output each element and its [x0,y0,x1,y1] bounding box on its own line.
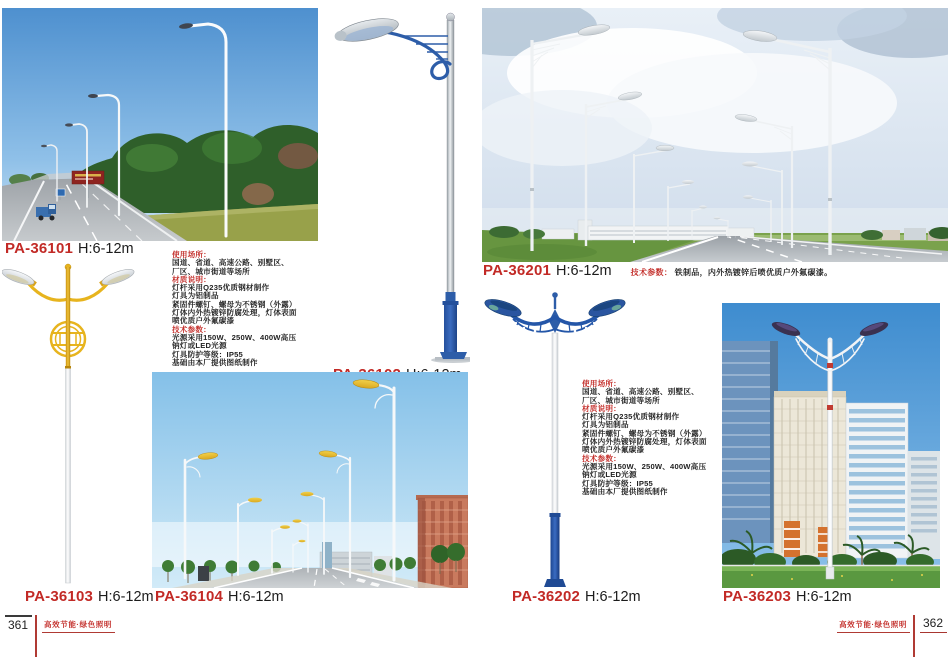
spec-usage-title: 使用场所： [172,250,211,259]
product-label-pa-36201 [483,262,832,279]
footer-divider-line [913,615,915,657]
spec-line: 光源采用150W、250W、400W高压 [582,461,707,471]
city-photo-image [722,303,940,588]
spec-line: 基础由本厂提供图纸制作 [172,357,258,367]
photo-pa-36101 [2,8,318,241]
double-arm-yellow-pole-image [2,253,150,587]
product-label-pa-36103 [25,588,154,605]
spec-line: 厂区、城市街道等场所 [582,395,660,405]
road-render-image [482,8,948,262]
spec-material-title: 材质说明： [582,403,621,413]
spec-tech-title: 技术参数： [582,453,621,463]
spec-line: 灯具防护等级：IP55 [582,478,653,488]
spec-line: 光源采用150W、250W、400W高压 [172,332,297,342]
single-arm-pole-image [328,4,470,364]
spec-line: 灯杆采用Q235优质钢材制作 [582,412,680,422]
photo-pa-36201 [482,8,948,262]
spec-line: 基础由本厂提供图纸制作 [582,486,668,496]
spec-line: 紧固件螺钉、螺母为不锈钢（外露） [172,299,297,309]
footer-left [5,615,115,657]
spec-line: 灯杆采用Q235优质钢材制作 [172,283,270,293]
product-height: H:6-12m [556,263,612,279]
product-code: PA-36201 [483,262,552,279]
product-code: PA-36104 [155,588,224,605]
footer-right [837,615,947,657]
product-code: PA-36103 [25,588,94,605]
highway-photo-image [2,8,318,241]
spec-line: 灯体内外热镀锌防腐处理，灯体表面 [582,437,707,447]
photo-pa-36104 [152,372,468,588]
spec-line: 灯具为铝制品 [172,291,219,301]
product-height: H:6-12m [78,241,134,257]
product-tech-note [631,267,833,278]
product-label-pa-36104 [155,588,284,605]
product-code: PA-36202 [512,588,581,605]
page-number-right: 362 [920,615,947,633]
product-code: PA-36203 [723,588,792,605]
spec-tech-title: 技术参数： [172,324,211,334]
spec-line: 喷优质户外氟碳漆 [582,445,645,455]
spec-line: 钠灯或LED光源 [582,470,637,480]
spec-block-left [172,251,340,367]
product-height: H:6-12m [585,589,641,605]
product-label-pa-36202 [512,588,641,605]
tech-note-label: 技术参数： [630,268,673,277]
spec-line: 灯体内外热镀锌防腐处理，灯体表面 [172,308,297,318]
spec-line: 厂区、城市街道等场所 [172,266,250,276]
spec-line: 灯具为铝制品 [582,420,629,430]
spec-line: 国道、省道、高速公路、别墅区、 [582,387,699,397]
product-code: PA-36101 [5,240,74,257]
street-photo-image [152,372,468,588]
spec-line: 国道、省道、高速公路、别墅区、 [172,258,289,268]
footer-slogan-right: 高效节能·绿色照明 [837,615,910,633]
spec-line: 喷优质户外氟碳漆 [172,316,235,326]
page-number-left: 361 [5,615,32,634]
footer-divider-line [35,615,37,657]
product-label-pa-36203 [723,588,852,605]
spec-line: 紧固件螺钉、螺母为不锈钢（外露） [582,428,707,438]
footer-slogan-left: 高效节能·绿色照明 [42,615,115,633]
spec-line: 灯具防护等级：IP55 [172,349,243,359]
spec-line: 钠灯或LED光源 [172,341,227,351]
spec-material-title: 材质说明： [172,274,211,284]
tech-note-text: 铁制品，内外热镀锌后喷优质户外氟碳漆。 [674,268,833,277]
product-height: H:6-12m [796,589,852,605]
photo-pa-36203 [722,303,940,588]
render-pa-36103 [2,253,150,587]
render-pa-36102 [328,4,470,364]
spec-usage-title: 使用场所： [582,379,621,388]
product-height: H:6-12m [98,589,154,605]
product-height: H:6-12m [228,589,284,605]
